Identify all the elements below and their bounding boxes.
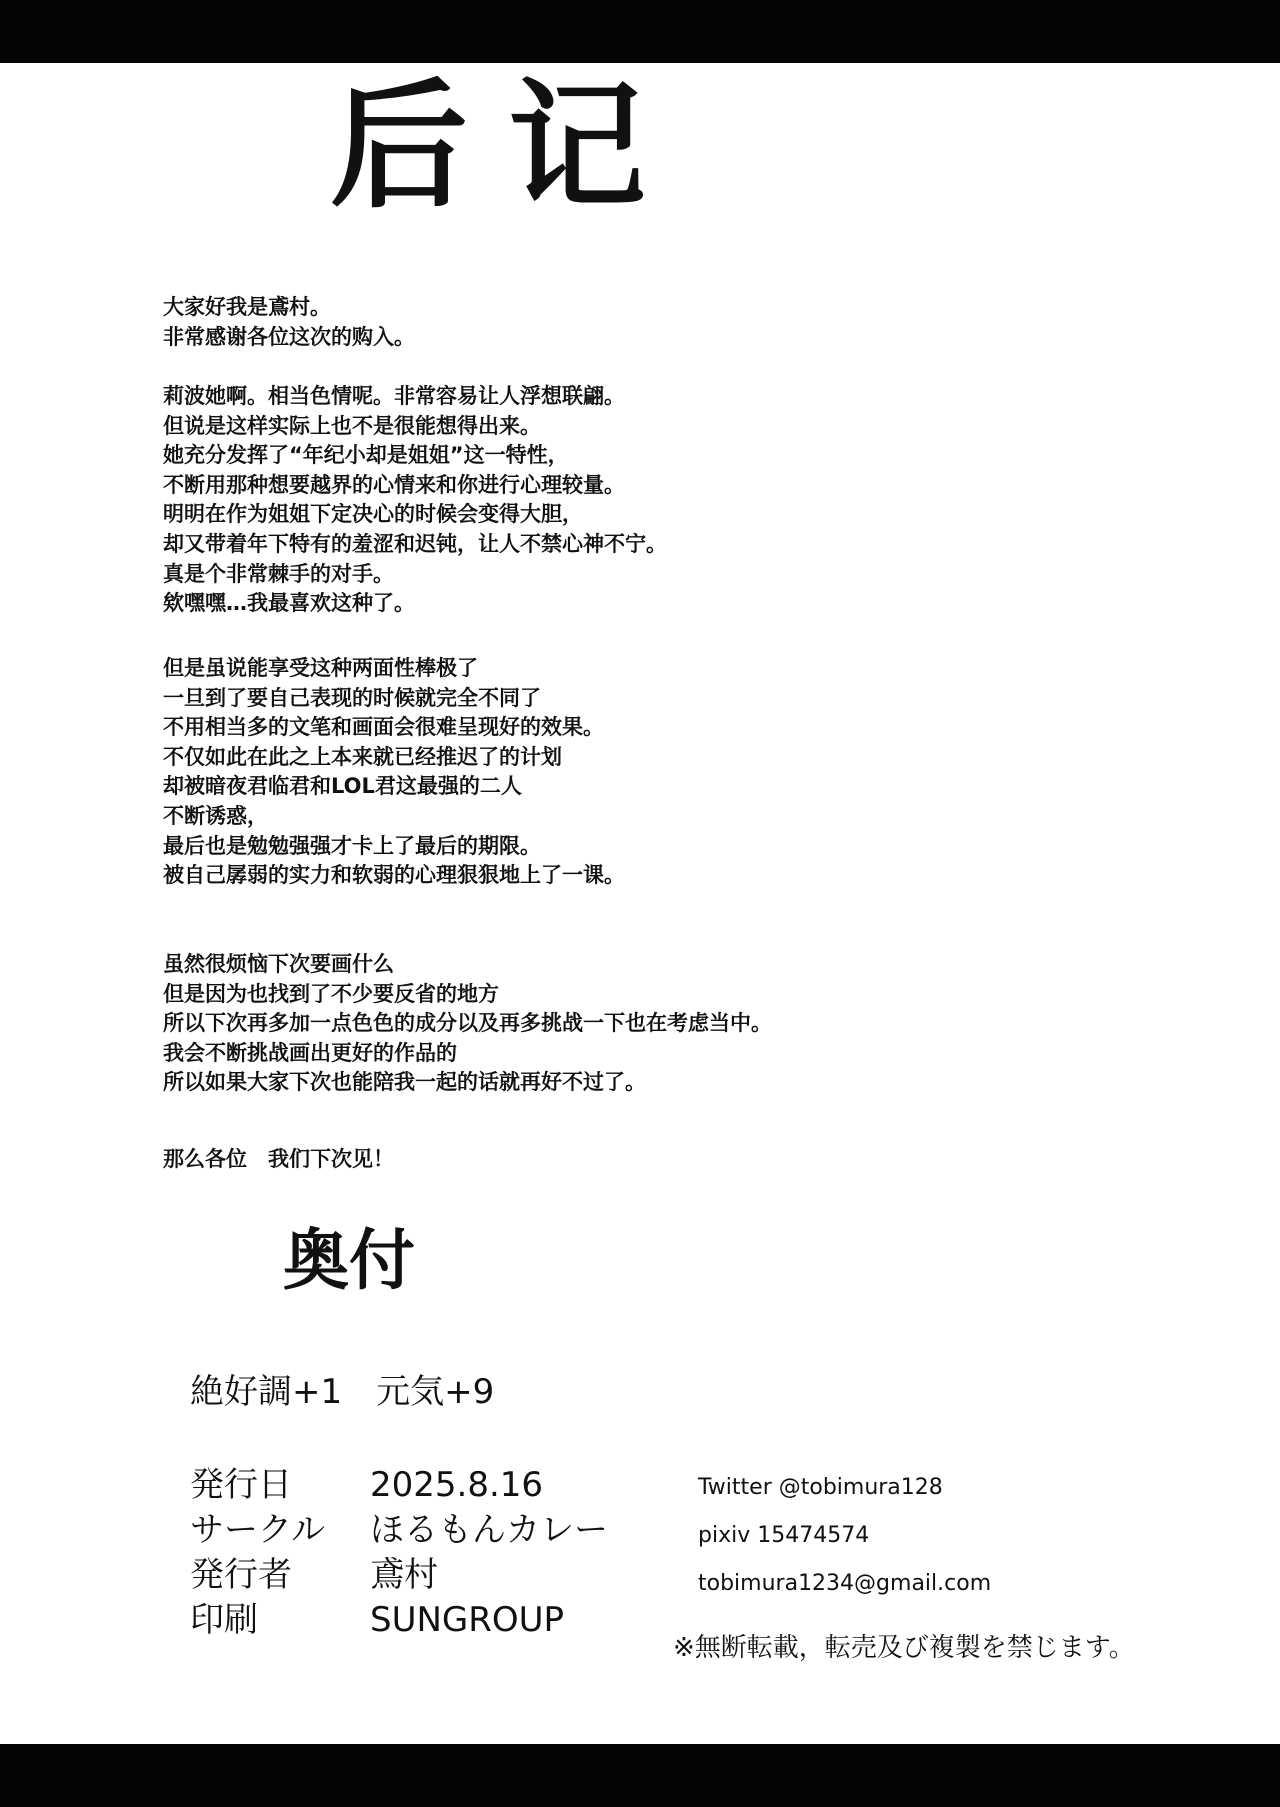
afterword-paragraph-1 [163,293,415,352]
text-line: 不仅如此在此之上本来就已经推迟了的计划 [163,744,562,769]
text-line: 莉波她啊。相当色情呢。非常容易让人浮想联翩。 [163,384,625,408]
info-label: サークル [190,1510,325,1550]
info-label: 印刷 [190,1600,258,1640]
text-line: 欸嘿嘿…我最喜欢这种了。 [163,591,415,616]
text-line: 被自己孱弱的实力和软弱的心理狠狠地上了一课。 [163,863,625,888]
text-line: 非常感谢各位这次的购入。 [163,324,415,349]
info-value: ほるもんカレー [370,1510,608,1550]
text-line: 却又带着年下特有的羞涩和迟钝，让人不禁心神不宁。 [163,531,667,556]
top-black-border [0,0,1280,63]
afterword-paragraph-4 [163,950,772,1098]
text-line: 真是个非常棘手的对手。 [163,561,394,586]
copyright-notice: ※無断転載，転売及び複製を禁じます。 [673,1633,1135,1663]
afterword-paragraph-3 [163,654,625,891]
text-line: 却被暗夜君临君和LOL君这最强的二人 [163,774,522,799]
afterword-title: 后记 [330,66,687,227]
info-value: SUNGROUP [370,1600,565,1640]
closing-line: 那么各位 我们下次见！ [163,1147,394,1171]
text-line: 最后也是勉勉强强才卡上了最后的期限。 [163,833,541,858]
text-line: 所以下次再多加一点色色的成分以及再多挑战一下也在考虑当中。 [163,1011,772,1036]
text-line: 不用相当多的文笔和画面会很难呈现好的效果。 [163,715,604,740]
contact-twitter: Twitter @tobimura128 [698,1475,943,1500]
text-line: 虽然很烦恼下次要画什么 [163,952,394,976]
info-label: 発行日 [190,1465,292,1505]
contact-email: tobimura1234@gmail.com [698,1571,992,1596]
text-line: 大家好我是鳶村。 [163,295,331,319]
info-value: 鳶村 [370,1555,438,1595]
text-line: 所以如果大家下次也能陪我一起的话就再好不过了。 [163,1070,646,1095]
book-title: 絶好調+1 元気+9 [190,1372,495,1412]
bottom-black-border [0,1744,1280,1807]
info-label: 発行者 [190,1555,292,1595]
text-line: 但说是这样实际上也不是很能想得出来。 [163,413,541,438]
text-line: 一旦到了要自己表现的时候就完全不同了 [163,685,541,710]
text-line: 明明在作为姐姐下定决心的时候会变得大胆， [163,502,583,527]
text-line: 不断用那种想要越界的心情来和你进行心理较量。 [163,472,625,497]
colophon-title: 奥付 [283,1222,415,1299]
text-line: 我会不断挑战画出更好的作品的 [163,1040,457,1065]
text-line: 不断诱惑， [163,803,268,828]
text-line: 但是因为也找到了不少要反省的地方 [163,981,499,1006]
text-line: 但是虽说能享受这种两面性棒极了 [163,656,478,680]
contact-pixiv: pixiv 15474574 [698,1523,870,1548]
text-line: 她充分发挥了“年纪小却是姐姐”这一特性， [163,443,569,468]
afterword-paragraph-2 [163,382,667,619]
info-value: 2025.8.16 [370,1465,544,1505]
